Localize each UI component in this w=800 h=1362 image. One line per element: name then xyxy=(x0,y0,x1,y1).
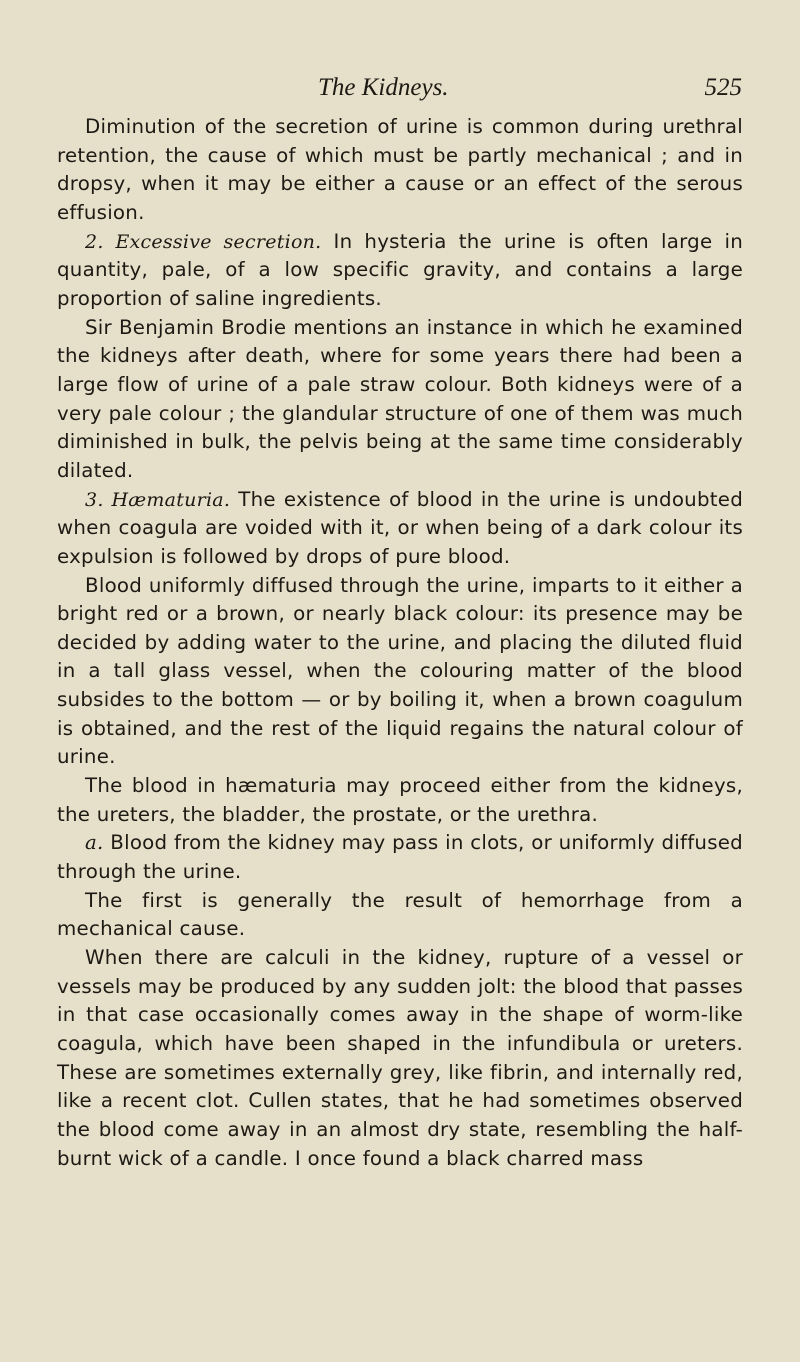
paragraph-brodie xyxy=(57,314,743,486)
paragraph-text: Diminution of the secretion of urine is common during urethral retention, the cause of which must be partly mechanical ; and in dropsy, when it may be either a cause or an effect of the serous effusion. xyxy=(57,115,743,224)
paragraph-text: The blood in hæmaturia may proceed either from the kidneys, the ureters, the bladder, the prostate, or the urethra. xyxy=(57,774,743,826)
paragraph-excessive-secretion xyxy=(57,228,743,314)
paragraph-text: The first is generally the result of hemorrhage from a mechanical cause. xyxy=(57,888,743,941)
section-lead-a: a. xyxy=(85,831,104,855)
paragraph-diminution xyxy=(57,113,743,228)
paragraph-blood-sources xyxy=(57,772,743,829)
paragraph-text: The existence of blood in the urine is undoubted when coagula are voided with it, or when being of a dark colour its expulsion is followed by drops of pure blood. xyxy=(57,487,743,568)
paragraph-text: Sir Benjamin Brodie mentions an instance in which he examined the kidneys after death, where for some years there had been a large flow of urine of a pale straw colour. Both kidneys were of a very pale colour ; the glandular structure of one of them was much diminished in bulk, the pelvis being at the same time considerably dilated. xyxy=(57,315,743,482)
paragraph-text: Blood from the kidney may pass in clots, or uniformly diffused through the urine. xyxy=(57,831,743,884)
paragraph-blood-diffused xyxy=(57,572,743,773)
running-head xyxy=(0,70,800,104)
body-text xyxy=(57,113,743,1173)
paragraph-calculi xyxy=(57,944,743,1173)
section-lead-haematuria: 3. Hæmaturia. xyxy=(85,488,231,511)
paragraph-haematuria xyxy=(57,486,743,572)
page-number: 525 xyxy=(704,74,742,101)
paragraph-text: Blood uniformly diffused through the urine, imparts to it either a bright red or a brown, or nearly black colour: its presence may be decided by adding water to the urine, and placing the diluted fluid in a tall glass vessel, when the colouring matter of the blood subsides to the bottom — or by boiling it, when a brown coagulum is obtained, and the rest of the liquid regains the natural colour of urine. xyxy=(57,573,743,769)
paragraph-first-result xyxy=(57,887,743,944)
paragraph-text: When there are calculi in the kidney, rupture of a vessel or vessels may be produced by any sudden jolt: the blood that passes in that case occasionally comes away in the shape of worm-like coagula, which have been shaped in the infundibula or ureters. These are sometimes externally grey, like fibrin, and internally red, like a recent clot. Cullen states, that he had sometimes observed the blood come away in an almost dry state, resembling the half-burnt wick of a candle. I once found a black charred mass xyxy=(57,946,743,1170)
paragraph-blood-kidney xyxy=(57,829,743,886)
paragraph-text: In hysteria the urine is often large in quantity, pale, of a low specific gravity, and contains a large proportion of saline ingredients. xyxy=(57,229,743,310)
running-head-title: The Kidneys. xyxy=(318,74,449,101)
section-lead-excessive-secretion: 2. Excessive secretion. xyxy=(85,230,322,253)
